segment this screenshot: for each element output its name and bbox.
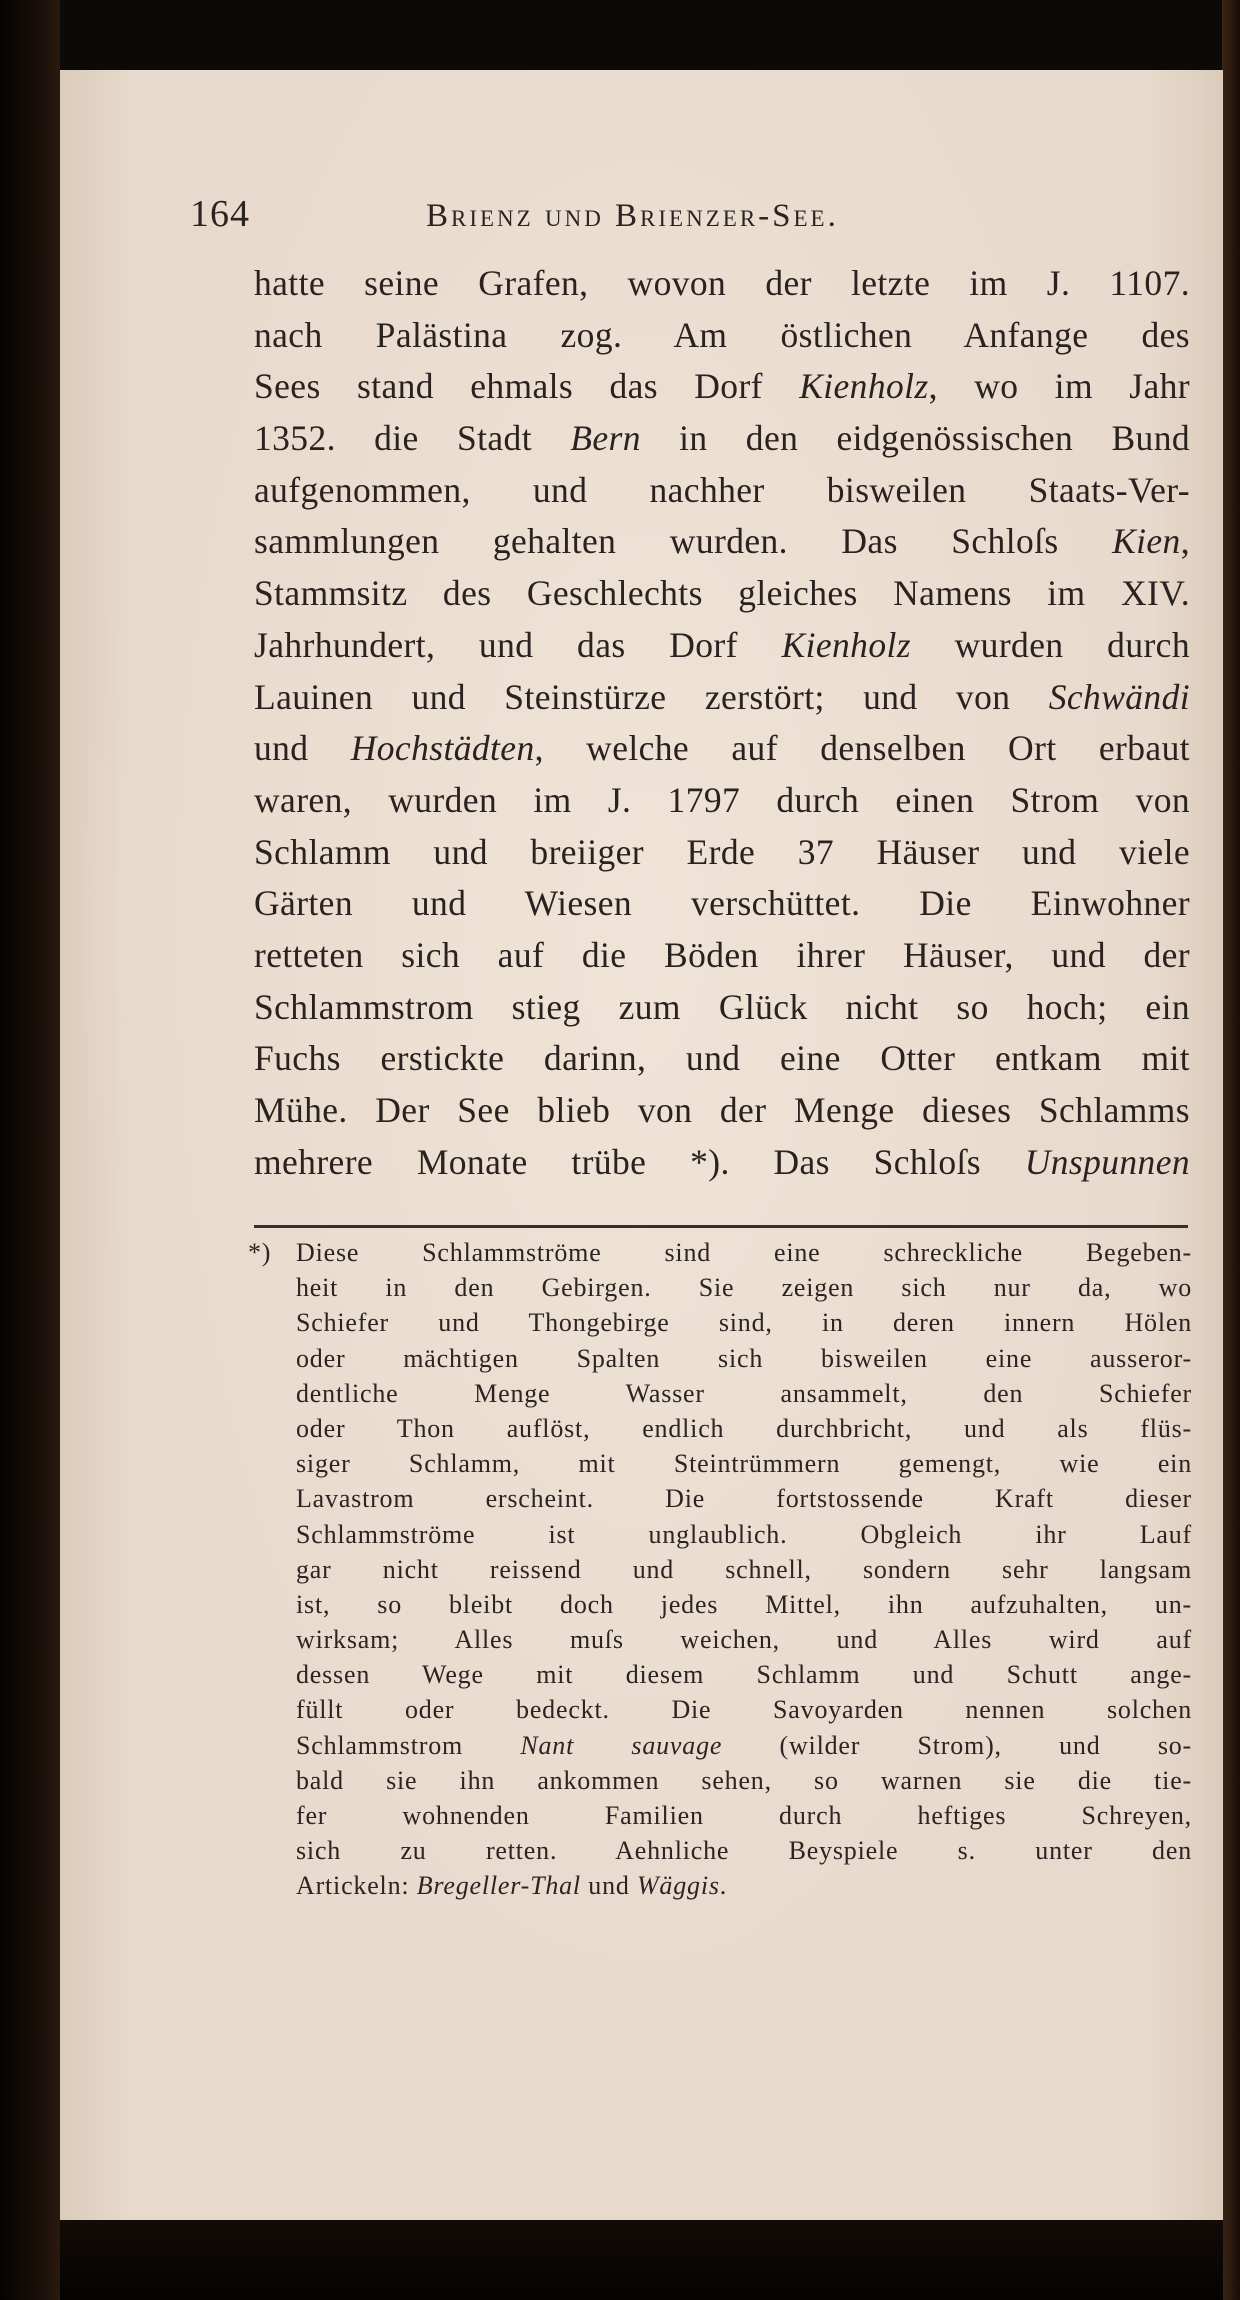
italic-name: Bern <box>570 418 641 459</box>
page-number: 164 <box>190 193 250 235</box>
main-text <box>254 258 1190 1188</box>
text-line: aufgenommen, und nachher bisweilen Staats-Ver- <box>254 469 1190 510</box>
footnote-line: füllt oder bedeckt. Die Savoyarden nennen solchen <box>296 1695 1192 1725</box>
italic-name: Schwändi <box>1048 676 1190 717</box>
footnote-line: bald sie ihn ankommen sehen, so warnen sie die tie- <box>296 1765 1192 1795</box>
footnote-line: Schiefer und Thongebirge sind, in deren innern Hölen <box>296 1308 1192 1338</box>
book-spine-shadow <box>0 0 60 2300</box>
footnote-line: siger Schlamm, mit Steintrümmern gemengt, wie ein <box>296 1449 1192 1479</box>
italic-name: Unspunnen <box>1024 1141 1190 1182</box>
footnote-separator <box>254 1225 1188 1228</box>
text-line: nach Palästina zog. Am östlichen Anfange des <box>254 314 1190 355</box>
text-line: hatte seine Grafen, wovon der letzte im J. 1107. <box>254 263 1190 303</box>
italic-name: Kien <box>1112 521 1181 562</box>
page-bottom-shadow <box>60 2220 1223 2300</box>
text-line: Fuchs erstickte darinn, und eine Otter entkam mit <box>254 1038 1190 1079</box>
footnote-line: gar nicht reissend und schnell, sondern sehr langsam <box>296 1554 1192 1584</box>
text-line: Mühe. Der See blieb von der Menge dieses Schlamms <box>254 1090 1190 1130</box>
text-line: waren, wurden im J. 1797 durch einen Strom von <box>254 779 1190 820</box>
footnote-line: sich zu retten. Aehnliche Beyspiele s. unter den <box>296 1836 1192 1866</box>
text-line: Schlammstrom stieg zum Glück nicht so hoch; ein <box>254 986 1190 1027</box>
footnote-line: ist, so bleibt doch jedes Mittel, ihn aufzuhalten, un- <box>296 1589 1192 1619</box>
book-edge-shadow <box>1222 0 1240 2300</box>
footnote-line: Schlammströme ist unglaublich. Obgleich ihr Lauf <box>296 1519 1192 1549</box>
footnote <box>248 1235 1192 1904</box>
footnote-line: *) Diese Schlammströme sind eine schreckliche Begeben- <box>248 1235 1192 1270</box>
footnote-marker: *) <box>248 1238 272 1267</box>
footnote-line: dentliche Menge Wasser ansammelt, den Schiefer <box>296 1378 1192 1408</box>
text-line: Sees stand ehmals das Dorf Kienholz, wo im Jahr <box>254 366 1190 407</box>
footnote-line: dessen Wege mit diesem Schlamm und Schutt ange- <box>296 1660 1192 1690</box>
italic-name: Kienholz <box>781 624 911 665</box>
running-head: Brienz und Brienzer-See. <box>426 198 839 234</box>
text-line: 1352. die Stadt Bern in den eidgenössischen Bund <box>254 418 1191 459</box>
text-line: und Hochstädten, welche auf denselben Ort erbaut <box>254 728 1190 769</box>
footnote-line: wirksam; Alles muſs weichen, und Alles wird auf <box>296 1625 1192 1655</box>
text-line: Jahrhundert, und das Dorf Kienholz wurden durch <box>254 624 1190 665</box>
footnote-line: fer wohnenden Familien durch heftiges Schreyen, <box>296 1801 1192 1830</box>
italic-name: Kienholz <box>799 366 929 407</box>
footnote-line: oder mächtigen Spalten sich bisweilen eine ausseror- <box>296 1343 1192 1373</box>
text-line: Gärten und Wiesen verschüttet. Die Einwohner <box>254 883 1190 924</box>
footnote-line: heit in den Gebirgen. Sie zeigen sich nur da, wo <box>296 1273 1192 1303</box>
italic-name: Hochstädten <box>350 728 535 769</box>
footnote-line: oder Thon auflöst, endlich durchbricht, und als flüs- <box>296 1413 1192 1443</box>
text-line: Lauinen und Steinstürze zerstört; und von Schwändi <box>254 676 1190 717</box>
page-header <box>190 192 1070 242</box>
footnote-line: Lavastrom erscheint. Die fortstossende Kraft dieser <box>296 1484 1192 1514</box>
text-line: Schlamm und breiiger Erde 37 Häuser und viele <box>254 831 1190 872</box>
footnote-line: Artickeln: Bregeller-Thal und Wäggis. <box>296 1871 728 1901</box>
italic-name: Bregeller-Thal <box>416 1871 581 1901</box>
footnote-line: Schlammstrom Nant sauvage (wilder Strom), und so- <box>296 1730 1192 1760</box>
italic-name: Wäggis <box>636 1871 720 1901</box>
text-line: sammlungen gehalten wurden. Das Schloſs Kien, <box>254 521 1190 562</box>
italic-name: Nant sauvage <box>520 1730 723 1760</box>
text-line: retteten sich auf die Böden ihrer Häuser, und der <box>254 934 1190 975</box>
text-line: Stammsitz des Geschlechts gleiches Namens im XIV. <box>254 573 1190 614</box>
text-line: mehrere Monate trübe *). Das Schloſs Unspunnen <box>254 1141 1190 1182</box>
